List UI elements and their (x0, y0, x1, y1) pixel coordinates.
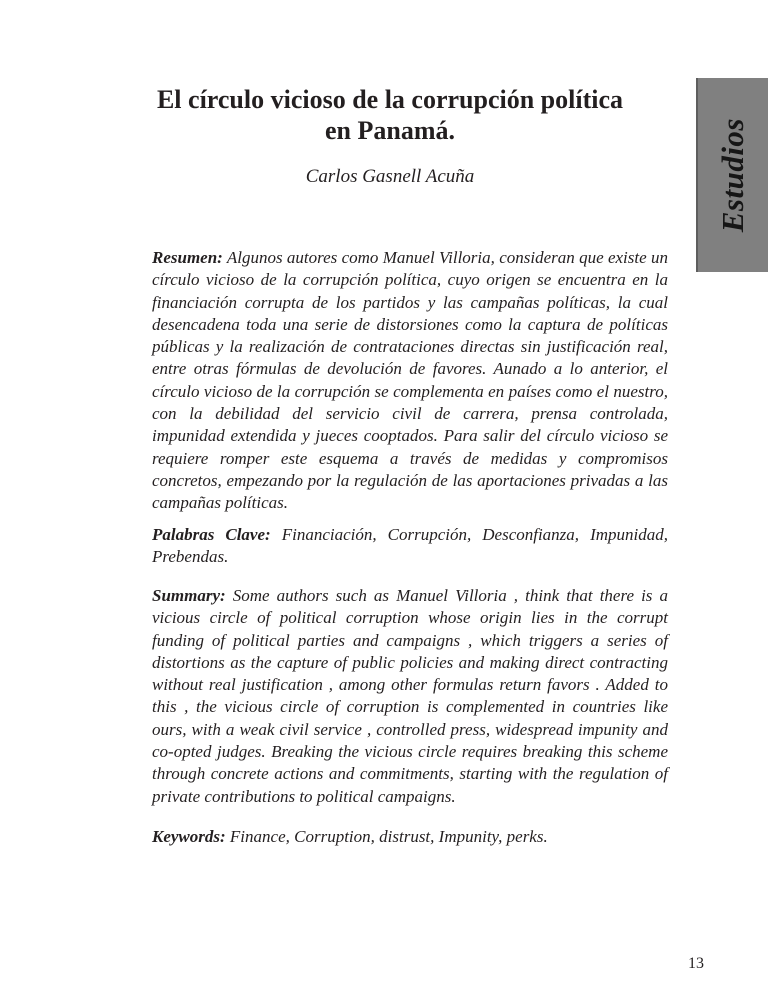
article-title (110, 84, 670, 146)
summary-paragraph (152, 585, 668, 808)
title-line-2: en Panamá. (325, 116, 455, 145)
section-tab-label: Estudios (715, 117, 750, 233)
page-number: 13 (688, 955, 704, 972)
palabras-clave-text: Financiación, Corrupción, Desconfianza, Impunidad, Prebendas. (152, 525, 668, 567)
section-tab (696, 78, 768, 272)
summary-text: Some authors such as Manuel Villoria , think that there is a vicious circle of political corruption whose origin lies in the corrupt funding of political parties and campaigns , which triggers a series of distortions as the capture of public policies and making direct contracting without real justification , among other formulas return favors . Added to this , the vicious circle of corruption is complemented in countries like ours, with a weak civil service , controlled press, widespread impunity and co-opted judges. Breaking the vicious circle requires breaking this scheme through concrete actions and commitments, starting with the regulation of private contributions to political campaigns. (152, 586, 668, 806)
keywords-paragraph (152, 826, 668, 848)
resumen-label: Resumen: (152, 248, 223, 267)
keywords-label: Keywords: (152, 827, 226, 846)
summary-label: Summary: (152, 586, 226, 605)
resumen-text: Algunos autores como Manuel Villoria, consideran que existe un círculo vicioso de la corrupción política, cuyo origen se encuentra en la financiación corrupta de los partidos y las campañas políticas, la cual desencadena toda una serie de distorsiones como la captura de políticas públicas y la realización de contrataciones directas sin justificación real, entre otras fórmulas de devolución de favores. Aunado a lo anterior, el círculo vicioso de la corrupción se complementa en países como el nuestro, con la debilidad del servicio civil de carrera, prensa controlada, impunidad extendida y jueces cooptados. Para salir del círculo vicioso se requiere romper este esquema a través de medidas y compromisos concretos, empezando por la regulación de las aportaciones privadas a las campañas políticas. (152, 248, 668, 513)
keywords-text: Finance, Corruption, distrust, Impunity, perks. (225, 827, 548, 846)
palabras-clave-label: Palabras Clave: (152, 525, 271, 544)
resumen-paragraph (152, 247, 668, 515)
title-line-1: El círculo vicioso de la corrupción política (156, 85, 624, 114)
author-name: Carlos Gasnell Acuña (305, 166, 475, 187)
palabras-clave-paragraph (152, 524, 668, 569)
